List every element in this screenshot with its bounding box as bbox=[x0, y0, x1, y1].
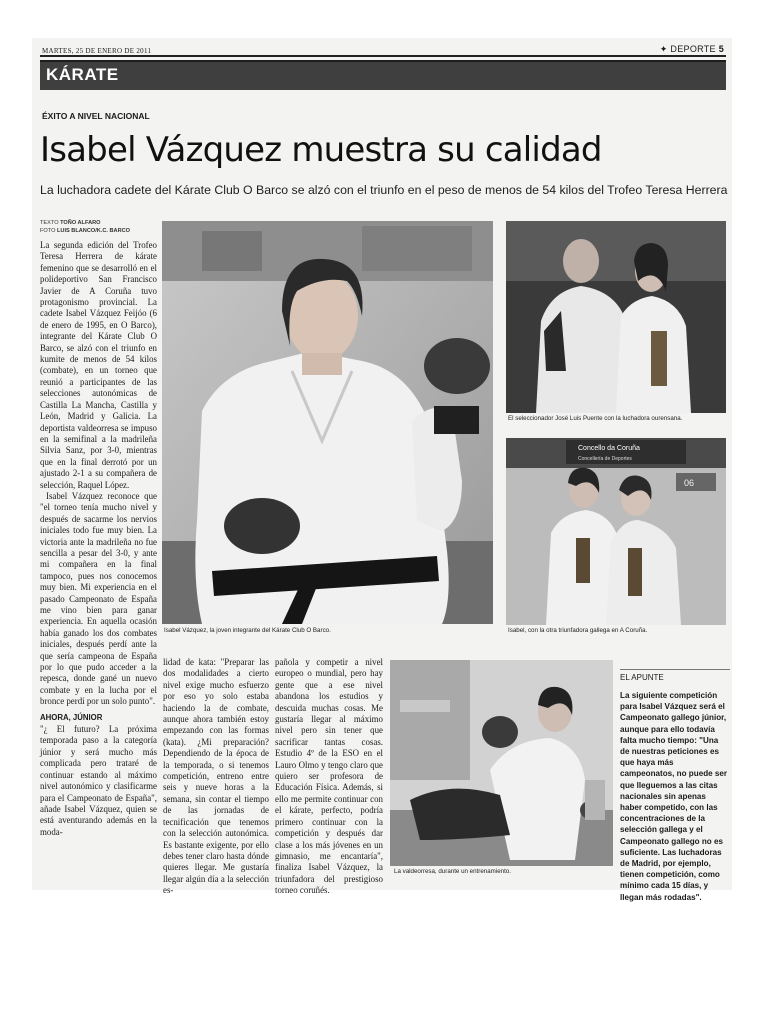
issue-date: MARTES, 25 DE ENERO DE 2011 bbox=[42, 47, 152, 55]
coach-photo bbox=[506, 221, 726, 413]
subheading: AHORA, JÚNIOR bbox=[40, 712, 103, 722]
sidebar-text: La siguiente competición para Isabel Vázquez será el Campeonato gallego júnior, aunque para ello todavía falta mucho tiempo: "Una de nuestras peticiones es que haya más campeonatos, no puede ser que lleguemos a las citas nacionales sin apenas haber competido, con las concentraciones de la selección gallega y el Campeonato gallego no es suficiente. Las luchadoras de Madrid, por ejemplo, tienen competición, como mínimo cada 15 días, y llegan más rodadas". bbox=[620, 691, 728, 902]
text-author: TOÑO ALFARO bbox=[60, 220, 101, 226]
subheadline: La luchadora cadete del Kárate Club O Barco se alzó con el triunfo en el peso de menos de 54 kilos del Trofeo Teresa Herrera bbox=[40, 183, 728, 197]
section-name: DEPORTE bbox=[670, 44, 716, 54]
section-title: KÁRATE bbox=[46, 65, 119, 84]
coach-photo-graphic bbox=[506, 221, 726, 413]
paragraph: "¿ El futuro? La próxima temporada paso a la categoría júnior y será mucho más complicada pero trataré de continuar estando al máximo nivel autonómico y clasificarme para el Campeonato de España", añade Isabel Vázquez, quien se está aventurando además en la moda- bbox=[40, 724, 157, 837]
podium-photo-graphic bbox=[506, 438, 726, 625]
article-column-3 bbox=[275, 657, 383, 896]
headline: Isabel Vázquez muestra su calidad bbox=[40, 130, 602, 170]
article-column-2 bbox=[163, 657, 269, 896]
rule bbox=[40, 55, 726, 57]
kicker: ÉXITO A NIVEL NACIONAL bbox=[42, 111, 150, 121]
scoreboard-text: 06 bbox=[684, 478, 695, 488]
photo-caption: Isabel, con la otra triunfadora gallega en A Coruña. bbox=[508, 627, 648, 634]
main-photo bbox=[162, 221, 493, 624]
paragraph: lidad de kata: "Preparar las dos modalidades a cierto nivel exige mucho esfuerzo por eso yo solo estaba haciendo la de combate, aunque ahora también estoy empezando con las formas (kata). ¿Mi preparación? Dependiendo de la época de la temporada, o si tenemos competición, entreno entre seis y nueve horas a la semana, sin contar el tiempo de las jornadas de tecnificación que tenemos con la selección autonómica. Es bastante exigente, por ello debes tener claro hasta dónde quieres llegar. Me gustaría llegar algún día a la selección es- bbox=[163, 657, 269, 896]
section-band bbox=[40, 60, 726, 90]
photo-caption: La valdeorresa, durante un entrenamiento. bbox=[394, 868, 511, 875]
photo-credit-label: FOTO bbox=[40, 228, 56, 234]
photo-caption: Isabel Vázquez, la joven integrante del Kárate Club O Barco. bbox=[164, 627, 331, 634]
article-column-1 bbox=[40, 240, 157, 890]
training-photo-graphic bbox=[390, 660, 613, 866]
photo-caption: El seleccionador José Luis Puente con la luchadora ourensana. bbox=[508, 415, 683, 422]
karateka-photo-graphic bbox=[162, 221, 493, 624]
paragraph: pañola y competir a nivel europeo o mundial, pero hay gente que a ese nivel abandona los estudios y descuida muchas cosas. Me gustaría llegar al máximo nivel pero sin tener que sacrificar tantas cosas. Estudio 4º de la ESO en el Lauro Olmo y tengo claro que quiero ser profesora de Educación Física. Además, si ello me permite continuar con el kárate, perfecto, podría primero continuar con la competición y después dar clase a los más jóvenes en un gimnasio, me encantaría", finaliza Isabel Vázquez, la triunfadora del prestigioso torneo coruñés. bbox=[275, 657, 383, 896]
banner-text: Concello da Coruña bbox=[578, 445, 640, 452]
sidebar-heading: EL APUNTE bbox=[620, 669, 730, 682]
photo-author: LUIS BLANCO/K.C. BARCO bbox=[57, 228, 131, 234]
podium-photo bbox=[506, 438, 726, 625]
banner-subtext: Concellería de Deportes bbox=[578, 456, 632, 462]
byline bbox=[40, 219, 130, 235]
training-photo bbox=[390, 660, 613, 866]
page-number: 5 bbox=[718, 44, 724, 54]
newspaper-page bbox=[32, 38, 732, 902]
paragraph: Isabel Vázquez reconoce que "el torneo tenía mucho nivel y después de sacarme los nervios iniciales todo fue muy bien. La victoria ante la madrileña no fue sencilla a pesar del 3-0, y ante mi compañera en la final tampoco, pues nos conocemos muy bien. Mi experiencia en el pasado Campeonato de España me vino bien para ganar experiencia. En aquella ocasión había ganado los dos combates iniciales, después perdí ante la que sería campeona de España por lo que pudo acceder a la repesca, donde gané un nuevo combate y en la lucha por el bronce perdí por un solo punto". bbox=[40, 490, 157, 707]
section-label: ✦ DEPORTE 5 bbox=[659, 44, 724, 54]
paragraph: La segunda edición del Trofeo Teresa Herrera de kárate femenino que se desarrolló en el polideportivo San Francisco Javier de A Coruña tuvo protagonismo provincial. La cadete Isabel Vázquez Feijóo (6 de enero de 1995, en O Barco), integrante del Kárate Club O Barco, se alzó con el triunfo en kumite de menos de 54 kilos (combate), en un torneo que reunió a participantes de las selecciones autonómicas de Castilla La Mancha, Castilla y León, Madrid y Galicia. La deportista valdeorresa se impuso en la semifinal a la madrileña Silvia Sanz, por 3-0, mientras que en la final derrotó por un ajustado 2-1 a su compañera de selección, Raquel López. bbox=[40, 240, 157, 490]
text-credit-label: TEXTO bbox=[40, 220, 59, 226]
